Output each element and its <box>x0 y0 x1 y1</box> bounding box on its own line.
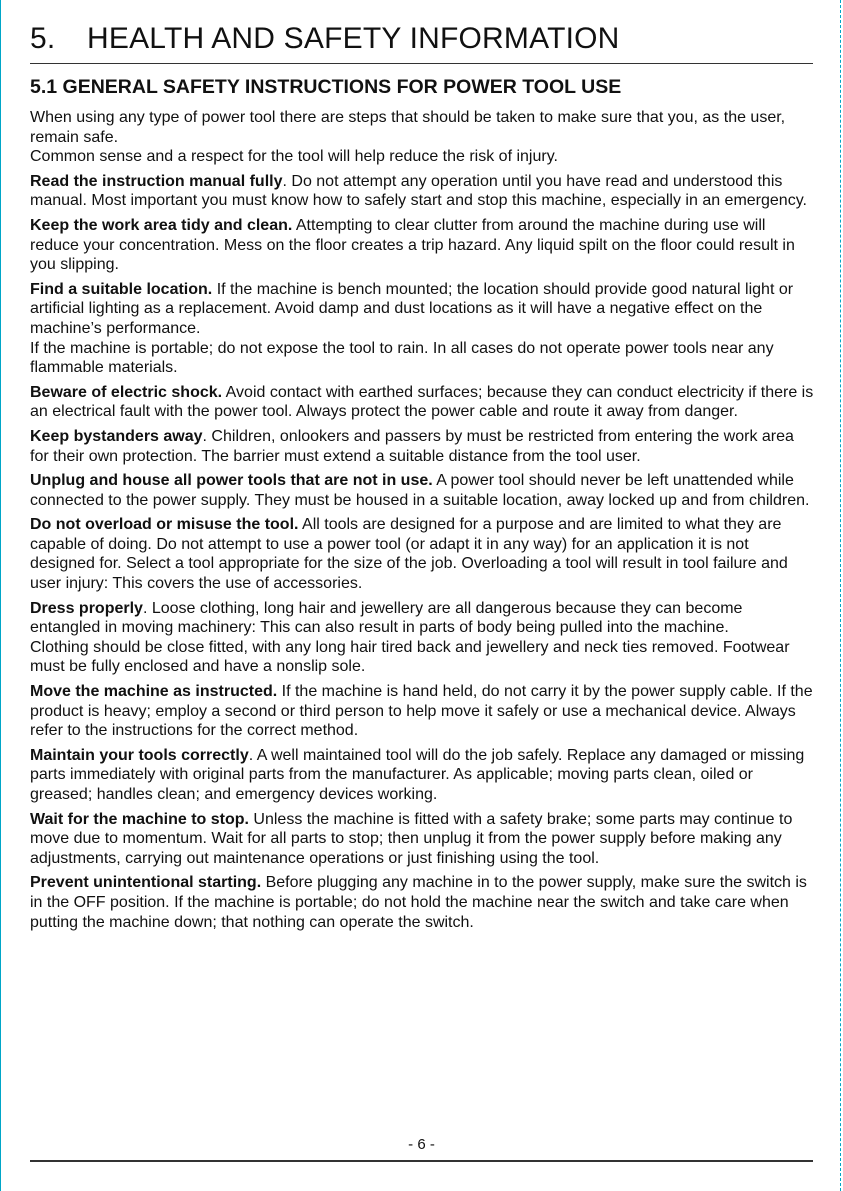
rule-text: Attempting to clear clutter from around the machine during use will reduce your concentration. Mess on the floor creates a trip hazard. Any liquid spilt on the floor could result in you slipping. <box>30 216 795 274</box>
rule-text: Before plugging any machine in to the power supply, make sure the switch is in the OFF position. If the machine is portable; do not hold the machine near the switch and take care when putting the machine down; that nothing can operate the switch. <box>30 874 807 931</box>
safety-rule <box>30 873 814 932</box>
rule-title: Unplug and house all power tools that are not in use. <box>30 472 433 490</box>
rule-title: Read the instruction manual fully <box>30 172 283 190</box>
chapter-title: HEALTH AND SAFETY INFORMATION <box>87 22 620 55</box>
rule-text: A well maintained tool will do the job safely. Replace any damaged or missing parts immediately with original parts from the manufacturer. As applicable; moving parts clean, oiled or greased; handles clean; and emergency devices working. <box>30 746 805 803</box>
rule-title: Beware of electric shock. <box>30 383 223 401</box>
safety-rule <box>30 471 814 510</box>
instructions-body <box>30 108 814 932</box>
intro-paragraph: Common sense and a respect for the tool will help reduce the risk of injury. <box>30 148 558 166</box>
rule-title: Find a suitable location. <box>30 280 213 298</box>
rule-title: Do not overload or misuse the tool. <box>30 516 299 534</box>
title-divider <box>30 63 813 64</box>
intro-paragraph: When using any type of power tool there are steps that should be taken to make sure that you, as the user, remain safe. <box>30 109 786 146</box>
safety-rule: Read the instruction manual fully. Do not attempt any operation until you have read and understood this manual. Most important you must know how to safely start and stop this machine, especially in an emergency. <box>30 172 807 210</box>
rule-text: Unless the machine is fitted with a safety brake; some parts may continue to move due to momentum. Wait for all parts to stop; then unplug it from the power supply before making any adjustments, carrying out maintenance operations or just finishing using the tool. <box>30 810 793 867</box>
page-number: - 6 - <box>408 1136 435 1153</box>
rule-title: Keep the work area tidy and clean. <box>30 216 293 234</box>
page-title <box>30 22 620 56</box>
rule-continuation: Clothing should be close fitted, with any long hair tired back and jewellery and neck ties removed. Footwear must be fully enclosed and have a nonslip sole. <box>30 638 790 676</box>
cut-line <box>840 0 841 1191</box>
rule-text: A power tool should never be left unattended while connected to the power supply. They must be housed in a suitable location, away locked up and from children. <box>30 472 810 509</box>
rule-title: Keep bystanders away <box>30 427 203 445</box>
rule-title: Maintain your tools correctly <box>30 746 249 764</box>
safety-rule <box>30 216 814 275</box>
rule-title: Prevent unintentional starting. <box>30 874 262 892</box>
footer-divider <box>30 1160 813 1162</box>
rule-title: Move the machine as instructed. <box>30 683 278 701</box>
rule-text: If the machine is hand held, do not carry it by the power supply cable. If the product is heavy; employ a second or third person to help move it safely or use a mechanical device. Always refer to the instructions for the correct method. <box>30 683 813 740</box>
rule-text: Avoid contact with earthed surfaces; because they can conduct electricity if there is an electrical fault with the power tool. Always protect the power cable and route it away from danger. <box>30 383 814 421</box>
safety-rule: Maintain your tools correctly. A well maintained tool will do the job safely. Replace any damaged or missing parts immediately with original parts from the manufacturer. As applicable; moving parts clean, oiled or greased; handles clean; and emergency devices working. <box>30 746 805 803</box>
safety-rule <box>30 515 814 593</box>
safety-rule: Keep bystanders away. Children, onlookers and passers by must be restricted from entering the work area for their own protection. The barrier must extend a suitable distance from the tool user. <box>30 427 794 465</box>
safety-rule <box>30 280 814 339</box>
safety-rule: Dress properly. Loose clothing, long hair and jewellery are all dangerous because they can become entangled in moving machinery: This can also result in parts of body being pulled into the machine. <box>30 599 743 637</box>
safety-rule <box>30 810 814 869</box>
rule-text: If the machine is bench mounted; the location should provide good natural light or artificial lighting as a replacement. Avoid damp and dust locations as it will have a negative effect on the machine’s performance. <box>30 280 794 337</box>
rule-text: Children, onlookers and passers by must be restricted from entering the work area for their own protection. The barrier must extend a suitable distance from the tool user. <box>30 427 794 465</box>
section-heading: 5.1 GENERAL SAFETY INSTRUCTIONS FOR POWER TOOL USE <box>30 76 622 98</box>
rule-text: Loose clothing, long hair and jewellery are all dangerous because they can become entangled in moving machinery: This can also result in parts of body being pulled into the machine. <box>30 599 743 637</box>
safety-rule <box>30 682 814 741</box>
rule-text: Do not attempt any operation until you have read and understood this manual. Most important you must know how to safely start and stop this machine, especially in an emergency. <box>30 172 807 210</box>
safety-rule <box>30 383 814 422</box>
chapter-number: 5. <box>30 22 56 55</box>
rule-text: All tools are designed for a purpose and are limited to what they are capable of doing. Do not attempt to use a power tool (or adapt it in any way) for an application it is not designed for. Select a tool appropriate for the size of the job. Overloading a tool will result in tool failure and user injury: This covers the use of accessories. <box>30 516 788 593</box>
rule-title: Wait for the machine to stop. <box>30 810 249 828</box>
rule-continuation: If the machine is portable; do not expose the tool to rain. In all cases do not operate power tools near any flammable materials. <box>30 339 774 377</box>
rule-title: Dress properly <box>30 599 143 617</box>
